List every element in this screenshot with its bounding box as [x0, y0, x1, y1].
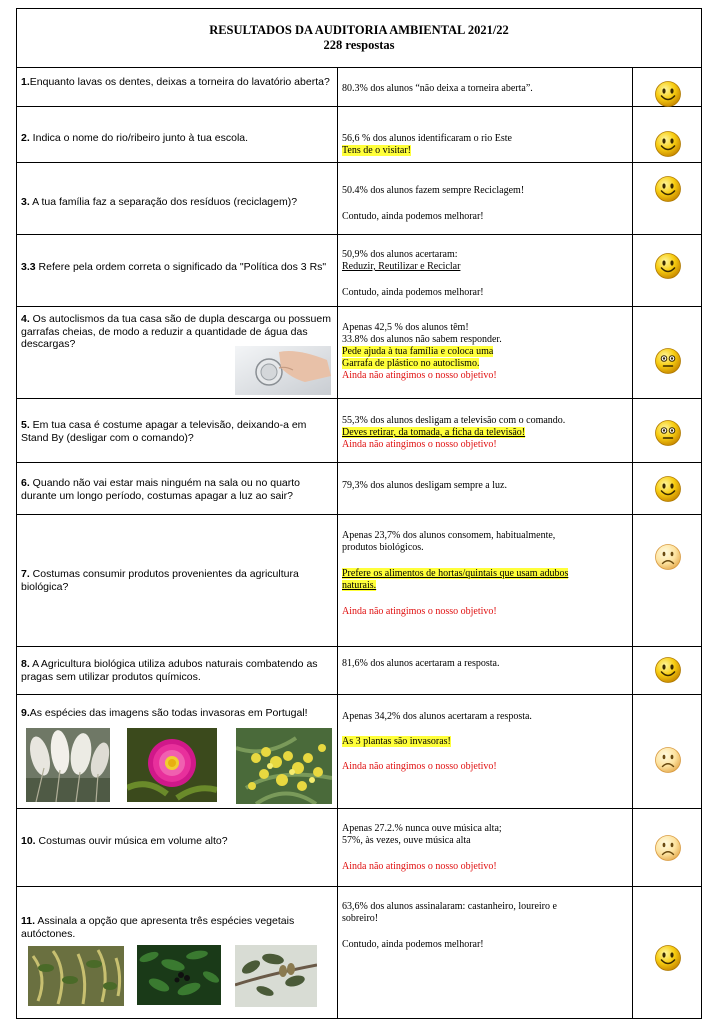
answer-4-stat-2: 33.8% dos alunos não sabem responder.: [342, 334, 502, 345]
audit-results-document: [16, 8, 702, 1019]
answer-4-tip-2: Garrafa de plástico no autoclismo.: [342, 358, 480, 369]
table-row-10: [17, 809, 701, 887]
answer-6: 79,3% dos alunos desligam sempre a luz.: [342, 480, 507, 491]
table-row-8: [17, 647, 701, 695]
chestnut-tree-image: [28, 946, 124, 1006]
happy-face-icon: [654, 80, 682, 108]
answer-7-stat: Apenas 23,7% dos alunos consomem, habitualmente,: [342, 530, 556, 541]
question-1: 1.Enquanto lavas os dentes, deixas a torneira do lavatório aberta?: [21, 76, 330, 88]
answer-3-stat: 50.4% dos alunos fazem sempre Reciclagem!: [342, 185, 525, 196]
answer-7-stat-2: produtos biológicos.: [342, 542, 424, 553]
neutral-face-icon: [654, 347, 682, 375]
sad-face-icon: [654, 834, 682, 862]
response-count: 228 respostas: [323, 38, 395, 52]
table-row-5: [17, 399, 701, 463]
happy-face-icon: [654, 475, 682, 503]
answer-11-stat-2: sobreiro!: [342, 913, 379, 924]
cork-oak-image: [235, 945, 317, 1007]
answer-2-stat: 56,6 % dos alunos identificaram o rio Este: [342, 133, 512, 144]
answer-11-note: Contudo, ainda podemos melhorar!: [342, 939, 484, 950]
question-4: 4. Os autoclismos da tua casa são de dupla descarga ou possuem garrafas cheias, de modo a reduzir a quantidade de água das descargas?: [21, 313, 331, 350]
answer-4-tip-1: Pede ajuda à tua família e coloca uma: [342, 346, 494, 357]
table-row-3: [17, 163, 701, 235]
answer-4-warning: Ainda não atingimos o nosso objetivo!: [342, 370, 497, 381]
happy-face-icon: [654, 175, 682, 203]
mimosa-acacia-image: [236, 728, 332, 804]
answer-3-3-note: Contudo, ainda podemos melhorar!: [342, 287, 484, 298]
question-5: 5. Em tua casa é costume apagar a televisão, deixando-a em Stand By (desligar com o comando)?: [21, 419, 307, 444]
answer-10-warning: Ainda não atingimos o nosso objetivo!: [342, 861, 497, 872]
table-row-1: [17, 67, 701, 107]
neutral-face-icon: [654, 419, 682, 447]
answer-10-stat: Apenas 27.2.% nunca ouve música alta;: [342, 823, 502, 834]
table-row-6: [17, 463, 701, 515]
question-9: 9.As espécies das imagens são todas invasoras em Portugal!: [21, 707, 308, 719]
toilet-flush-button-image: [235, 346, 331, 395]
question-8: 8. A Agricultura biológica utiliza adubos naturais combatendo as pragas sem utilizar produtos químicos.: [21, 658, 318, 683]
sad-face-icon: [654, 543, 682, 571]
happy-face-icon: [654, 944, 682, 972]
answer-3-note: Contudo, ainda podemos melhorar!: [342, 211, 484, 222]
pampas-grass-image: [26, 728, 110, 802]
answer-10-stat-2: 57%, às vezes, ouve música alta: [342, 835, 471, 846]
happy-face-icon: [654, 252, 682, 280]
answer-11-stat: 63,6% dos alunos assinalaram: castanheiro, loureiro e: [342, 901, 557, 912]
document-header: [17, 9, 701, 68]
question-11: 11. Assinala a opção que apresenta três espécies vegetais autóctones.: [21, 915, 295, 940]
answer-5-stat: 55,3% dos alunos desligam a televisão com o comando.: [342, 415, 566, 426]
answer-7-warning: Ainda não atingimos o nosso objetivo!: [342, 606, 497, 617]
table-row-9: [17, 695, 701, 809]
answer-3-3-stat: 50,9% dos alunos acertaram:: [342, 249, 458, 260]
table-row-3-3: [17, 235, 701, 307]
question-7: 7. Costumas consumir produtos provenientes da agricultura biológica?: [21, 568, 299, 593]
table-row-11: [17, 887, 701, 1018]
answer-5-warning: Ainda não atingimos o nosso objetivo!: [342, 439, 497, 450]
answer-3-3-rs: Reduzir, Reutilizar e Reciclar: [342, 261, 461, 272]
answer-8: 81,6% dos alunos acertaram a resposta.: [342, 658, 500, 669]
table-row-2: [17, 107, 701, 163]
answer-7-tip-1: Prefere os alimentos de hortas/quintais que usam adubos: [342, 568, 569, 579]
question-2: 2. Indica o nome do rio/ribeiro junto à tua escola.: [21, 132, 249, 144]
question-3-3: 3.3 Refere pela ordem correta o significado da "Política dos 3 Rs": [21, 261, 327, 273]
answer-4-stat: Apenas 42,5 % dos alunos têm!: [342, 322, 469, 333]
answer-9-warning: Ainda não atingimos o nosso objetivo!: [342, 761, 497, 772]
answer-5-tip: Deves retirar, da tomada, a ficha da televisão!: [342, 427, 526, 438]
question-3: 3. A tua família faz a separação dos resíduos (reciclagem)?: [21, 196, 298, 208]
answer-9-stat: Apenas 34,2% dos alunos acertaram a resposta.: [342, 711, 532, 722]
question-6: 6. Quando não vai estar mais ninguém na sala ou no quarto durante um longo período, costumas apagar a luz ao sair?: [21, 477, 301, 502]
table-row-4: [17, 307, 701, 399]
ice-plant-flower-image: [127, 728, 217, 802]
happy-face-icon: [654, 130, 682, 158]
table-row-7: [17, 515, 701, 647]
answer-1: 80.3% dos alunos “não deixa a torneira aberta”.: [342, 83, 533, 94]
answer-7-tip-2: naturais.: [342, 580, 377, 591]
answer-9-tip: As 3 plantas são invasoras!: [342, 736, 451, 747]
question-10: 10. Costumas ouvir música em volume alto?: [21, 835, 228, 847]
sad-face-icon: [654, 746, 682, 774]
happy-face-icon: [654, 656, 682, 684]
document-title: RESULTADOS DA AUDITORIA AMBIENTAL 2021/22: [209, 23, 509, 37]
answer-2-tip: Tens de o visitar!: [342, 145, 412, 156]
laurel-tree-image: [137, 945, 221, 1005]
